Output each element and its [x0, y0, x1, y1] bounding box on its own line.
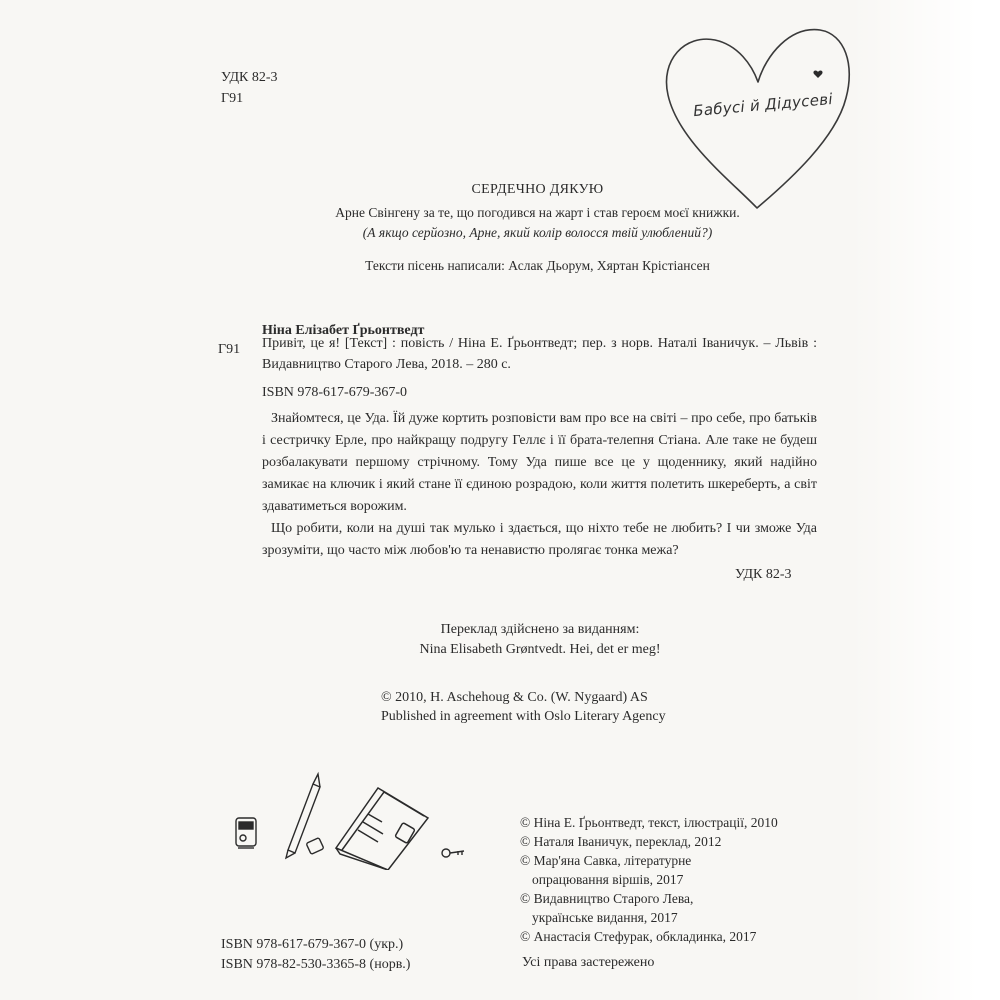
diary-icon: [336, 788, 428, 870]
pencil-icon: [286, 774, 320, 858]
annotation-paragraph: Знайомтеся, це Уда. Їй дуже кортить розповісти вам про все на світі – про себе, про батьків і сестричку Ерле, про найкращу подругу Геллє і її брата-телепня Стіана. Але таке не будеш розбалакувати першому стрічному. Тому Уда пише все це у щоденнику, який надійно замикає на ключик і який стане її єдиною розрадою, коли життя полетить шкереберть, а світ здаватиметься ворожим.: [262, 411, 817, 514]
catalog-description: Привіт, це я! [Текст] : повість / Ніна Е. Ґрьонтведт; пер. з норв. Наталі Іваничук. – Львів : Видавництво Старого Лева, 2018. – 280 с.: [262, 336, 817, 372]
eraser-icon: [306, 838, 324, 855]
udk-header: [221, 67, 278, 109]
original-title: Nina Elisabeth Grøntvedt. Hei, det er meg!: [419, 642, 661, 657]
thanks-note: (А якщо серйозно, Арне, який колір волосся твій улюблений?): [362, 225, 713, 240]
catalog-isbn: ISBN 978-617-679-367-0: [262, 385, 408, 400]
catalog-author: Ніна Елізабет Ґрьонтведт: [262, 323, 425, 338]
annotation-paragraph: Що робити, коли на душі так мулько і здається, що ніхто тебе не любить? І чи зможе Уда зрозуміти, що часто між любов'ю та ненавистю пролягає тонка межа?: [262, 521, 817, 558]
copyright-list: [520, 813, 778, 946]
annotation: [262, 408, 817, 562]
dedication-text: Бабусі й Дідусеві: [692, 89, 834, 121]
udk-footer-code: УДК 82-3: [735, 567, 792, 582]
thanks-line: Арне Свінгену за те, що погодився на жарт і став героєм моєї книжки.: [335, 205, 740, 220]
copyright-line: опрацювання віршів, 2017: [532, 872, 684, 887]
catalog-index: Г91: [218, 342, 241, 357]
copyright-line: © Анастасія Стефурак, обкладинка, 2017: [520, 929, 757, 944]
agency-note: Published in agreement with Oslo Literary Agency: [381, 709, 666, 724]
copyright-line: © Видавництво Старого Лева,: [520, 891, 694, 906]
lyrics-credit: Тексти пісень написали: Аслак Дьорум, Хяртан Крістіансен: [365, 258, 710, 273]
copyright-line: українське видання, 2017: [532, 910, 678, 925]
copyright-line: © Ніна Е. Ґрьонтведт, текст, ілюстрації, 2010: [520, 815, 778, 830]
key-icon: [442, 849, 464, 857]
translation-source-label: Переклад здійснено за виданням:: [440, 622, 640, 637]
udk-index: Г91: [221, 91, 244, 106]
sharpener-icon: [236, 818, 256, 848]
copyright-line: © Наталя Іваничук, переклад, 2012: [520, 834, 722, 849]
udk-code: УДК 82-3: [221, 70, 278, 85]
isbn-ukr: ISBN 978-617-679-367-0 (укр.): [221, 937, 404, 952]
stationery-illustration: [228, 770, 478, 870]
isbn-list: [221, 935, 410, 975]
original-copyright: © 2010, H. Aschehoug & Co. (W. Nygaard) AS: [381, 690, 648, 705]
copyright-line: © Мар'яна Савка, літературне: [520, 853, 692, 868]
thanks-title: СЕРДЕЧНО ДЯКУЮ: [471, 182, 604, 197]
isbn-nor: ISBN 978-82-530-3365-8 (норв.): [221, 957, 411, 972]
rights-reserved: Усі права застережено: [522, 955, 655, 970]
